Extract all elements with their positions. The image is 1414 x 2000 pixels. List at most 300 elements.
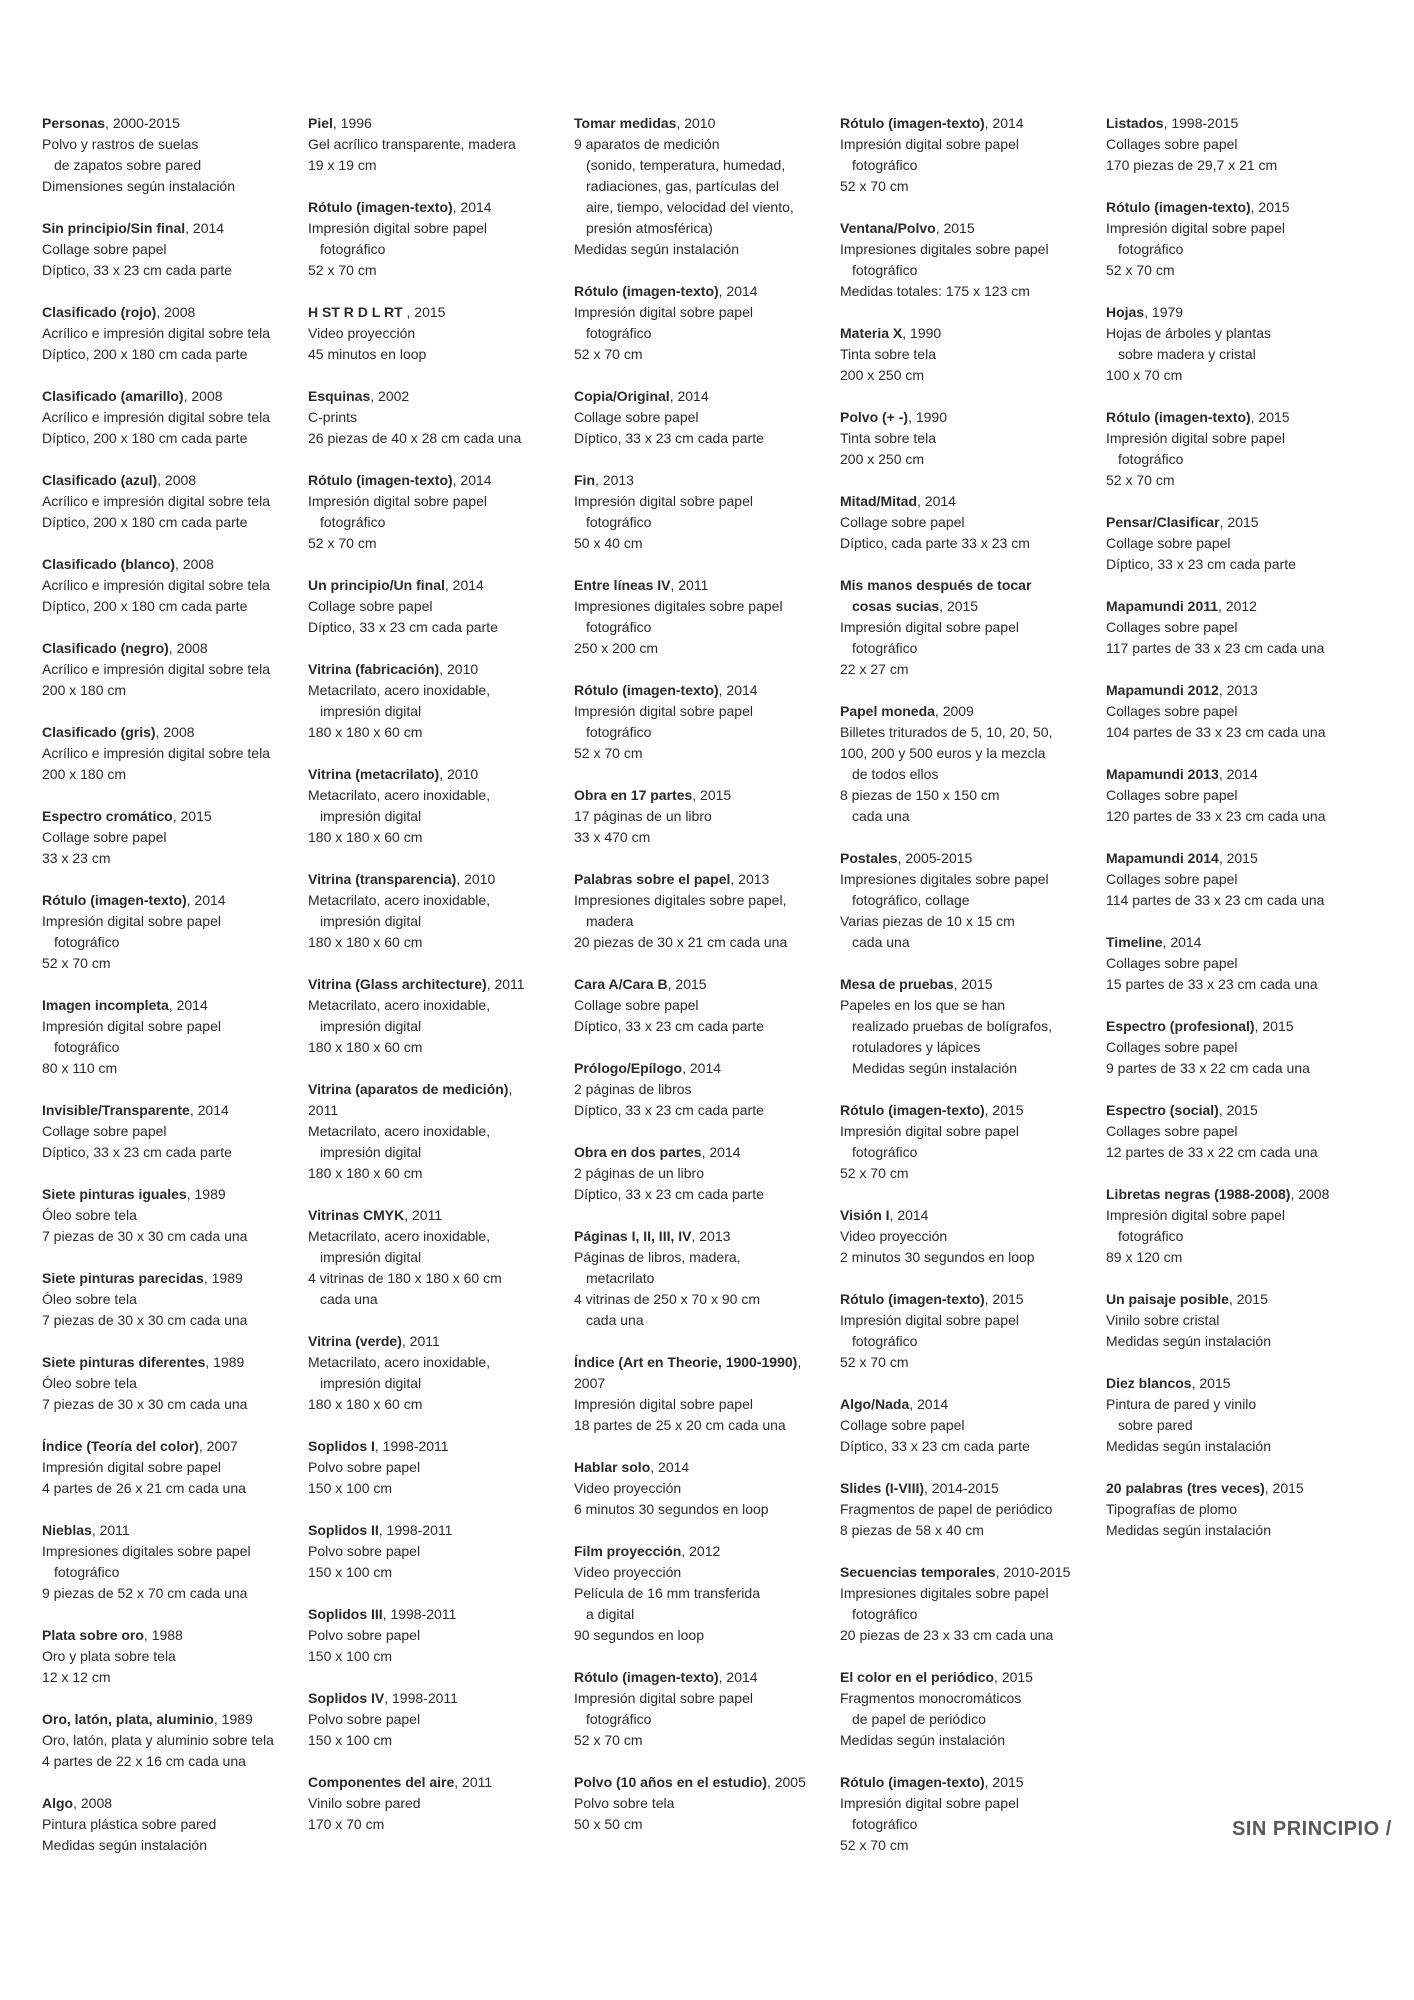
catalog-entry (840, 407, 1090, 470)
entry-year: , 2015 (939, 598, 979, 614)
entry-heading (42, 470, 292, 491)
entry-detail: impresión digital (320, 1249, 422, 1265)
entry-year: , 1996 (332, 115, 372, 131)
entry-detail: Metacrilato, acero inoxidable, (308, 1228, 491, 1244)
entry-year: , 1989 (186, 1186, 226, 1202)
entry-detail: 20 piezas de 30 x 21 cm cada una (574, 934, 788, 950)
entry-detail: 170 piezas de 29,7 x 21 cm (1106, 157, 1278, 173)
catalog-entry (840, 491, 1090, 554)
entry-detail: Polvo sobre papel (308, 1711, 421, 1727)
entry-year: , 2011 (454, 1774, 493, 1790)
entry-detail: 45 minutos en loop (308, 346, 427, 362)
entry-heading (308, 659, 558, 680)
entry-year: , 2014 (889, 1207, 929, 1223)
catalog-column-1 (42, 113, 292, 1877)
catalog-entry (574, 1058, 824, 1121)
entry-year: , 2008 (73, 1795, 113, 1811)
entry-detail: 180 x 180 x 60 cm (308, 724, 423, 740)
catalog-column-2 (308, 113, 558, 1856)
entry-year: , 2008 (155, 724, 195, 740)
entry-year: , 2014 (718, 682, 758, 698)
entry-detail: 7 piezas de 30 x 30 cm cada una (42, 1396, 248, 1412)
entry-heading (308, 1772, 558, 1793)
entry-detail: fotográfico (1118, 241, 1184, 257)
entry-title: Timeline (1106, 934, 1163, 950)
entry-heading (308, 764, 558, 785)
entry-detail: Metacrilato, acero inoxidable, (308, 787, 491, 803)
catalog-column-4 (840, 113, 1090, 1877)
entry-detail: 33 x 470 cm (574, 829, 651, 845)
catalog-entry (1106, 596, 1356, 659)
entry-title: Mis manos después de tocar (840, 577, 1032, 593)
entry-detail: Oro y plata sobre tela (42, 1648, 176, 1664)
entry-year: , 1989 (205, 1354, 245, 1370)
catalog-entry (1106, 764, 1356, 827)
entry-year: , 2015 (1264, 1480, 1304, 1496)
entry-detail: Collage sobre papel (574, 997, 699, 1013)
entry-year: , 2014 (186, 892, 226, 908)
entry-title: Mapamundi 2014 (1106, 850, 1219, 866)
entry-title: Un paisaje posible (1106, 1291, 1229, 1307)
entry-detail: metacrilato (586, 1270, 655, 1286)
entry-title: Soplidos II (308, 1522, 379, 1538)
entry-title: Rótulo (imagen-texto) (840, 1102, 985, 1118)
entry-year: , 2014 (452, 472, 492, 488)
entry-year: , 1998-2011 (384, 1690, 458, 1706)
entry-detail: 4 partes de 22 x 16 cm cada una (42, 1753, 246, 1769)
entry-year: , 2010 (456, 871, 496, 887)
entry-heading (840, 1394, 1090, 1415)
entry-year: , 2009 (934, 703, 974, 719)
entry-heading (574, 1142, 824, 1163)
entry-detail: Díptico, 33 x 23 cm cada parte (574, 430, 764, 446)
entry-detail: 200 x 180 cm (42, 766, 127, 782)
entry-heading (308, 1520, 558, 1541)
entry-heading (308, 386, 558, 407)
entry-title: Índice (Teoría del color) (42, 1438, 199, 1454)
entry-detail: Collage sobre papel (840, 514, 965, 530)
entry-detail: 52 x 70 cm (1106, 472, 1175, 488)
entry-detail: 200 x 250 cm (840, 367, 925, 383)
entry-detail: cada una (852, 934, 910, 950)
entry-title: Pensar/Clasificar (1106, 514, 1220, 530)
entry-title: Vitrina (metacrilato) (308, 766, 440, 782)
entry-detail: Hojas de árboles y plantas (1106, 325, 1271, 341)
entry-detail: 100, 200 y 500 euros y la mezcla (840, 745, 1046, 761)
entry-title: Mapamundi 2012 (1106, 682, 1219, 698)
entry-detail: 52 x 70 cm (308, 535, 377, 551)
entry-year: , 2015 (172, 808, 212, 824)
entry-detail: Impresión digital sobre papel (840, 1312, 1019, 1328)
entry-title: Rótulo (imagen-texto) (574, 682, 719, 698)
entry-title: H ST R D L RT (308, 304, 403, 320)
entry-detail: fotográfico (320, 241, 386, 257)
entry-title: Rótulo (imagen-texto) (1106, 199, 1251, 215)
entry-title: Índice (Art en Theorie, 1900-1990) (574, 1354, 798, 1370)
catalog-entry (42, 218, 292, 281)
entry-detail: 52 x 70 cm (42, 955, 111, 971)
entry-heading (574, 1541, 824, 1562)
entry-title: Vitrina (Glass architecture) (308, 976, 487, 992)
entry-year: , 2014 (1218, 766, 1258, 782)
entry-detail: Díptico, 33 x 23 cm cada parte (1106, 556, 1296, 572)
entry-detail: Collage sobre papel (42, 1123, 167, 1139)
catalog-entry (42, 1100, 292, 1163)
entry-detail: Óleo sobre tela (42, 1207, 137, 1223)
entry-detail: 52 x 70 cm (840, 1165, 909, 1181)
catalog-entry (574, 386, 824, 449)
entry-detail: fotográfico (586, 325, 652, 341)
entry-year: , 2008 (156, 304, 196, 320)
entry-year: , 1998-2011 (382, 1606, 457, 1622)
entry-title: Oro, latón, plata, aluminio (42, 1711, 214, 1727)
entry-heading (42, 890, 292, 911)
catalog-entry (308, 386, 558, 449)
entry-detail: Collage sobre papel (308, 598, 433, 614)
catalog-entry (308, 1688, 558, 1751)
catalog-entry (840, 1772, 1090, 1856)
entry-detail: Impresiones digitales sobre papel (840, 241, 1049, 257)
entry-title: Postales (840, 850, 898, 866)
entry-detail: Impresión digital sobre papel (840, 619, 1019, 635)
entry-title: Polvo (+ -) (840, 409, 909, 425)
entry-year: , 1998-2011 (374, 1438, 449, 1454)
catalog-entry (42, 1520, 292, 1604)
catalog-entry (840, 218, 1090, 302)
entry-detail: cada una (852, 808, 910, 824)
entry-detail: 12 partes de 33 x 22 cm cada una (1106, 1144, 1318, 1160)
entry-year: , 2015 (1218, 850, 1258, 866)
entry-heading (42, 386, 292, 407)
entry-detail: 4 partes de 26 x 21 cm cada una (42, 1480, 246, 1496)
entry-title: Personas (42, 115, 106, 131)
entry-detail: 150 x 100 cm (308, 1648, 393, 1664)
entry-title: Clasificado (rojo) (42, 304, 157, 320)
entry-detail: fotográfico (852, 157, 918, 173)
entry-detail: 104 partes de 33 x 23 cm cada una (1106, 724, 1326, 740)
entry-heading (42, 554, 292, 575)
entry-heading (42, 995, 292, 1016)
entry-title: Fin (574, 472, 595, 488)
entry-year: , 2015 (402, 304, 446, 320)
entry-title: Rótulo (imagen-texto) (574, 283, 719, 299)
entry-heading (42, 1625, 292, 1646)
entry-year: , 2014 (650, 1459, 690, 1475)
entry-detail: fotográfico, collage (852, 892, 970, 908)
catalog-entry (308, 1331, 558, 1415)
entry-detail: impresión digital (320, 913, 422, 929)
entry-detail: Impresiones digitales sobre papel (574, 598, 783, 614)
catalog-entry (308, 764, 558, 848)
entry-detail: Collages sobre papel (1106, 619, 1238, 635)
entry-detail: Páginas de libros, madera, (574, 1249, 741, 1265)
catalog-entry (308, 113, 558, 176)
entry-detail: Acrílico e impresión digital sobre tela (42, 325, 270, 341)
entry-detail: Polvo sobre papel (308, 1459, 421, 1475)
entry-heading (574, 1772, 824, 1793)
entry-detail: 52 x 70 cm (574, 745, 643, 761)
entry-heading (1106, 197, 1356, 218)
entry-title-continued: cosas sucias (852, 598, 940, 614)
entry-heading (574, 869, 824, 890)
catalog-entry (42, 806, 292, 869)
entry-year: , 2015 (935, 220, 975, 236)
entry-detail: Collage sobre papel (574, 409, 699, 425)
catalog-entry (574, 1226, 824, 1331)
entry-heading (42, 113, 292, 134)
catalog-entry (574, 1352, 824, 1436)
entry-heading (840, 848, 1090, 869)
entry-title: Palabras sobre el papel (574, 871, 731, 887)
entry-year: , 2015 (984, 1291, 1024, 1307)
entry-title: Clasificado (amarillo) (42, 388, 184, 404)
catalog-entry (574, 1142, 824, 1205)
entry-heading (574, 1058, 824, 1079)
catalog-entry (840, 848, 1090, 953)
entry-detail: 170 x 70 cm (308, 1816, 385, 1832)
catalog-entry (42, 1625, 292, 1688)
catalog-entry (308, 302, 558, 365)
entry-detail: Fragmentos de papel de periódico (840, 1501, 1053, 1517)
entry-year: , 2014 (718, 1669, 758, 1685)
entry-heading (308, 575, 558, 596)
entry-year: , 2014 (669, 388, 709, 404)
entry-detail: Collage sobre papel (840, 1417, 965, 1433)
entry-detail: cada una (586, 1312, 644, 1328)
entry-title: Vitrina (verde) (308, 1333, 402, 1349)
entry-detail: 180 x 180 x 60 cm (308, 829, 423, 845)
entry-heading (308, 113, 558, 134)
catalog-entry (308, 1772, 558, 1835)
entry-detail: fotográfico (586, 724, 652, 740)
entry-detail: 17 páginas de un libro (574, 808, 712, 824)
entry-detail: impresión digital (320, 1144, 422, 1160)
entry-year: , 2007 (198, 1438, 238, 1454)
entry-title: Plata sobre oro (42, 1627, 144, 1643)
entry-detail: fotográfico (1118, 1228, 1184, 1244)
entry-detail: 4 vitrinas de 250 x 70 x 90 cm (574, 1291, 760, 1307)
entry-detail: a digital (586, 1606, 635, 1622)
entry-year: , 2014 (189, 1102, 229, 1118)
catalog-entry (574, 1541, 824, 1646)
entry-heading (1106, 932, 1356, 953)
entry-detail: Polvo sobre papel (308, 1543, 421, 1559)
entry-heading (1106, 302, 1356, 323)
entry-detail: 200 x 250 cm (840, 451, 925, 467)
entry-title: Copia/Original (574, 388, 670, 404)
entry-heading (574, 680, 824, 701)
entry-year: , 2008 (183, 388, 223, 404)
entry-detail: 89 x 120 cm (1106, 1249, 1183, 1265)
entry-detail: 120 partes de 33 x 23 cm cada una (1106, 808, 1326, 824)
entry-detail: Polvo sobre papel (308, 1627, 421, 1643)
entry-heading (840, 1478, 1090, 1499)
entry-detail: sobre pared (1118, 1417, 1193, 1433)
catalog-entry (308, 470, 558, 554)
entry-detail: de papel de periódico (852, 1711, 986, 1727)
entry-detail: Polvo sobre tela (574, 1795, 675, 1811)
entry-detail: 52 x 70 cm (308, 262, 377, 278)
entry-heading (1106, 764, 1356, 785)
entry-detail: 52 x 70 cm (1106, 262, 1175, 278)
entry-title: Espectro (social) (1106, 1102, 1219, 1118)
entry-year: , 2013 (691, 1228, 731, 1244)
catalog-entry (840, 1394, 1090, 1457)
entry-title: Libretas negras (1988-2008) (1106, 1186, 1291, 1202)
entry-year: , 2015 (692, 787, 732, 803)
entry-title: Mapamundi 2013 (1106, 766, 1219, 782)
entry-detail: Medidas según instalación (1106, 1333, 1271, 1349)
entry-detail: Metacrilato, acero inoxidable, (308, 997, 491, 1013)
entry-year: , 2014 (1162, 934, 1202, 950)
entry-heading (1106, 1478, 1356, 1499)
entry-year: , 2014 (452, 199, 492, 215)
catalog-entry (840, 1478, 1090, 1541)
catalog-column-5 (1106, 113, 1356, 1562)
catalog-entry (574, 974, 824, 1037)
entry-detail: fotográfico (1118, 451, 1184, 467)
entry-title: Obra en 17 partes (574, 787, 693, 803)
entry-heading (1106, 1016, 1356, 1037)
entry-detail: 52 x 70 cm (574, 1732, 643, 1748)
entry-detail: 117 partes de 33 x 23 cm cada una (1106, 640, 1325, 656)
entry-year: , 2000-2015 (105, 115, 180, 131)
entry-title: Vitrina (fabricación) (308, 661, 440, 677)
catalog-entry (42, 638, 292, 701)
entry-heading (308, 470, 558, 491)
entry-detail: sobre madera y cristal (1118, 346, 1256, 362)
catalog-entry (308, 659, 558, 743)
entry-heading (308, 1604, 558, 1625)
entry-heading (308, 302, 558, 323)
entry-title: Algo/Nada (840, 1396, 910, 1412)
entry-detail: 15 partes de 33 x 23 cm cada una (1106, 976, 1318, 992)
entry-year: , 2008 (157, 472, 197, 488)
entry-heading (574, 470, 824, 491)
entry-heading (574, 113, 824, 134)
catalog-entry (1106, 1478, 1356, 1541)
entry-year: , 2015 (667, 976, 707, 992)
entry-detail: 52 x 70 cm (840, 1354, 909, 1370)
entry-detail: 8 piezas de 150 x 150 cm (840, 787, 1000, 803)
entry-detail: rotuladores y lápices (852, 1039, 981, 1055)
catalog-entry (574, 113, 824, 260)
catalog-entry (840, 323, 1090, 386)
entry-detail: Díptico, 200 x 180 cm cada parte (42, 514, 248, 530)
entry-year: , 2010 (439, 661, 479, 677)
entry-detail: Impresión digital sobre papel (574, 1396, 753, 1412)
entry-heading (308, 974, 558, 995)
entry-heading (308, 1079, 558, 1100)
entry-detail: C-prints (308, 409, 358, 425)
entry-heading (308, 1688, 558, 1709)
entry-detail: cada una (320, 1291, 378, 1307)
entry-heading (1106, 1184, 1356, 1205)
entry-detail: fotográfico (852, 1606, 918, 1622)
entry-detail: Díptico, 200 x 180 cm cada parte (42, 598, 248, 614)
entry-year: , 2011 (486, 976, 525, 992)
entry-detail: Tinta sobre tela (840, 346, 936, 362)
catalog-entry (1106, 1184, 1356, 1268)
catalog-entry (840, 1562, 1090, 1646)
entry-year: , 2014 (718, 283, 758, 299)
entry-title: Rótulo (imagen-texto) (840, 1774, 985, 1790)
entry-title: Esquinas (308, 388, 371, 404)
entry-year: , 2015 (1219, 514, 1259, 530)
entry-detail: impresión digital (320, 1018, 422, 1034)
catalog-entry (42, 1436, 292, 1499)
catalog-column-3 (574, 113, 824, 1856)
entry-detail: Impresiones digitales sobre papel (42, 1543, 251, 1559)
entry-detail: Video proyección (574, 1480, 682, 1496)
entry-title: Piel (308, 115, 333, 131)
entry-year: , 2015 (1250, 409, 1290, 425)
catalog-entry (42, 1184, 292, 1247)
entry-heading (840, 1562, 1090, 1583)
entry-heading (840, 407, 1090, 428)
entry-detail: Impresiones digitales sobre papel (840, 1585, 1049, 1601)
entry-detail: Collages sobre papel (1106, 703, 1238, 719)
entry-title: Un principio/Un final (308, 577, 445, 593)
entry-title: Rótulo (imagen-texto) (308, 199, 453, 215)
entry-heading (840, 974, 1090, 995)
entry-title: Nieblas (42, 1522, 92, 1538)
entry-detail: Varias piezas de 10 x 15 cm (840, 913, 1015, 929)
entry-year: , 1989 (213, 1711, 253, 1727)
entry-year: , 2015 (1218, 1102, 1258, 1118)
entry-detail: 7 piezas de 30 x 30 cm cada una (42, 1228, 248, 1244)
entry-detail: Díptico, cada parte 33 x 23 cm (840, 535, 1030, 551)
catalog-entry (574, 680, 824, 764)
entry-detail (840, 596, 1090, 617)
entry-title: Siete pinturas parecidas (42, 1270, 204, 1286)
entry-title: Componentes del aire (308, 1774, 455, 1790)
catalog-entry (42, 302, 292, 365)
entry-detail: 22 x 27 cm (840, 661, 909, 677)
entry-detail: 90 segundos en loop (574, 1627, 704, 1643)
catalog-entry (1106, 1016, 1356, 1079)
entry-heading (840, 491, 1090, 512)
entry-detail: Video proyección (308, 325, 416, 341)
entry-title: Polvo (10 años en el estudio) (574, 1774, 767, 1790)
entry-detail: madera (586, 913, 634, 929)
entry-detail: 150 x 100 cm (308, 1480, 393, 1496)
entry-detail: fotográfico (852, 262, 918, 278)
entry-detail: Medidas según instalación (1106, 1522, 1271, 1538)
catalog-entry (42, 554, 292, 617)
entry-year: , 2010-2015 (995, 1564, 1071, 1580)
entry-title: Papel moneda (840, 703, 935, 719)
entry-year: , 2014 (701, 1144, 741, 1160)
entry-title: Clasificado (azul) (42, 472, 158, 488)
entry-detail: Impresión digital sobre papel (574, 703, 753, 719)
entry-detail: Vinilo sobre cristal (1106, 1312, 1220, 1328)
catalog-entry (1106, 932, 1356, 995)
catalog-entry (574, 869, 824, 953)
entry-detail: Video proyección (574, 1564, 682, 1580)
entry-detail: Dimensiones según instalación (42, 178, 235, 194)
entry-detail: Díptico, 33 x 23 cm cada parte (42, 262, 232, 278)
entry-heading (1106, 407, 1356, 428)
entry-detail: Collage sobre papel (42, 241, 167, 257)
catalog-entry (574, 281, 824, 365)
entry-year: , 2012 (681, 1543, 721, 1559)
entry-detail: Óleo sobre tela (42, 1375, 137, 1391)
entry-title: Rótulo (imagen-texto) (1106, 409, 1251, 425)
entry-heading (308, 197, 558, 218)
entry-year: , 2014 (168, 997, 208, 1013)
entry-detail: 80 x 110 cm (42, 1060, 118, 1076)
